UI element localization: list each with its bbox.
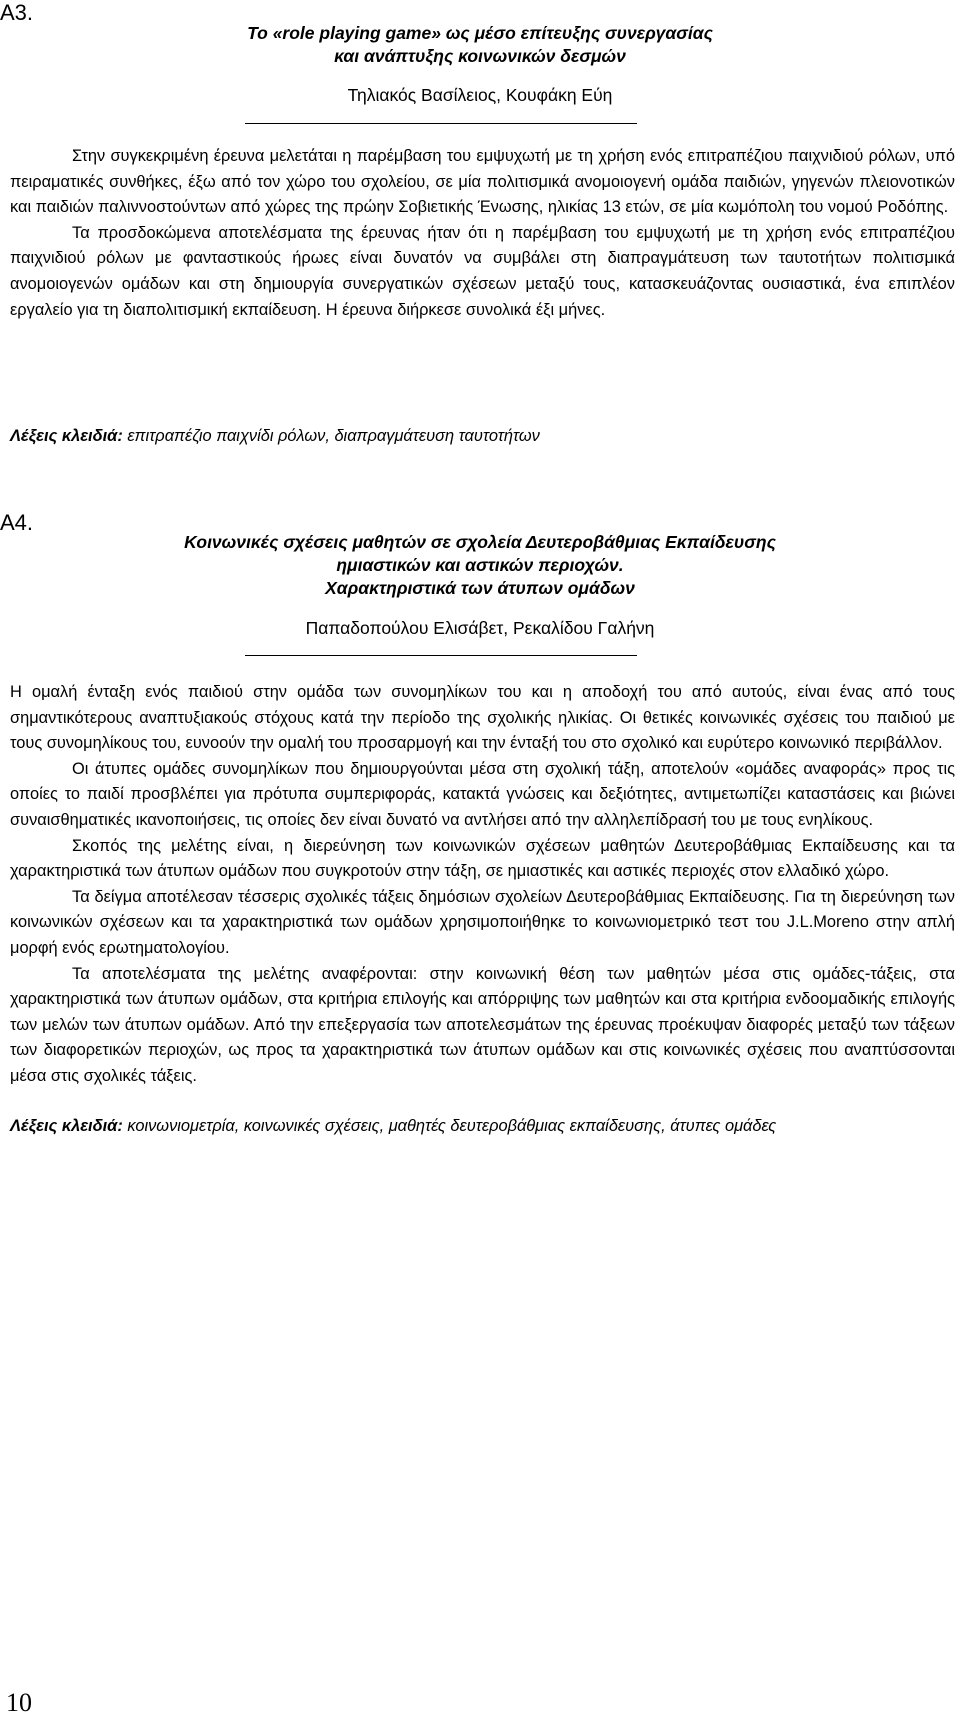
authors-a3: Τηλιακός Βασίλειος, Κουφάκη Εύη	[347, 85, 613, 105]
keywords-a4	[10, 1114, 955, 1140]
keywords-text: επιτραπέζιο παιχνίδι ρόλων, διαπραγμάτευση ταυτοτήτων	[122, 427, 540, 445]
title-line: Το «role playing game» ως μέσο επίτευξης συνεργασίας	[247, 23, 713, 43]
abstract-paragraph: Τα προσδοκώμενα αποτελέσματα της έρευνας ήταν ότι η παρέμβαση του εμψυχωτή με τη χρήση ενός επιτραπέζιου παιχνιδιού ρόλων με φανταστικούς ήρωες είναι δυνατόν να συμβάλει στη διαπραγμάτευση των ταυτοτήτων πολιτισμικά ανομοιογενών ομάδων και στη δημιουργία συνεργατικών σχέσεων μεταξύ τους, κατασκευάζοντας ουσιαστικά, ένα επιπλέον εργαλείο για τη διαπολιτισμική εκπαίδευση. Η έρευνα διήρκεσε συνολικά έξι μήνες.	[10, 223, 955, 319]
page-number: 10	[6, 1688, 32, 1717]
abstract-a3	[10, 144, 955, 323]
abstract-paragraph: Η ομαλή ένταξη ενός παιδιού στην ομάδα των συνομηλίκων του και η αποδοχή του από αυτούς, είναι ένας από τους σημαντικότερους αναπτυξιακούς στόχους κατά την περίοδο της σχολικής ηλικίας. Οι θετικές κοινωνικές σχέσεις του παιδιού με τους συνομηλίκους του, ευνοούν την ομαλή του προσαρμογή και την ένταξή του στο σχολικό και ευρύτερο κοινωνικό περιβάλλον.	[10, 683, 955, 753]
title-line: και ανάπτυξης κοινωνικών δεσμών	[334, 46, 626, 66]
abstract-paragraph: Οι άτυπες ομάδες συνομηλίκων που δημιουργούνται μέσα στη σχολική τάξη, αποτελούν «ομάδες αναφοράς» προς τις οποίες το παιδί προσβλέπει για πρότυπα συμπεριφοράς, κατακτά γνώσεις και δεξιότητες, αντιμετωπίζει καταστάσεις και βιώνει συναισθηματικές ικανοποιήσεις, τις οποίες δεν είναι δυνατό να αντλήσει από την αλληλεπίδρασή του με τους ενηλίκους.	[10, 759, 955, 829]
abstract-paragraph: Τα αποτελέσματα της μελέτης αναφέρονται: στην κοινωνική θέση των μαθητών μέσα στις ομάδες-τάξεις, στα χαρακτηριστικά των άτυπων ομάδων, στα κριτήρια επιλογής και απόρριψης των μαθητών και στα κριτήρια ενδοομαδικής επιλογής των μελών των άτυπων ομάδων. Από την επεξεργασία των αποτελεσμάτων της έρευνας προέκυψαν διαφορές μεταξύ των τάξεων των διαφορετικών περιοχών, ως προς τα χαρακτηριστικά των άτυπων ομάδων και στις κοινωνικές σχέσεις που αναπτύσσονται μέσα στις σχολικές τάξεις.	[10, 964, 955, 1085]
title-line: Κοινωνικές σχέσεις μαθητών σε σχολεία Δευτεροβάθμιας Εκπαίδευσης	[184, 532, 776, 552]
abstract-a4	[10, 680, 955, 1090]
abstract-paragraph: Στην συγκεκριμένη έρευνα μελετάται η παρέμβαση του εμψυχωτή με τη χρήση ενός επιτραπέζιου παιχνιδιού ρόλων, υπό πειραματικές συνθήκες, έξω από τον χώρο του σχολείου, σε μία πολιτισμικά ανομοιογενή ομάδα παιδιών, γηγενών πλειονοτικών και παιδιών παλιννοστούντων από χώρες της πρώην Σοβιετικής Ένωσης, ηλικίας 13 ετών, σε μία κωμόπολη του νομού Ροδόπης.	[10, 147, 955, 217]
abstract-paragraph: Τα δείγμα αποτέλεσαν τέσσερις σχολικές τάξεις δημόσιων σχολείων Δευτεροβάθμιας Εκπαίδευσης. Για τη διερεύνηση των κοινωνικών σχέσεων και τα χαρακτηριστικά των ομάδων χρησιμοποιήθηκε το κοινωνιομετρικό τεστ του J.L.Moreno στην απλή μορφή ενός ερωτηματολογίου.	[10, 887, 955, 957]
title-line: ημιαστικών και αστικών περιοχών.	[336, 555, 624, 575]
abstract-paragraph: Σκοπός της μελέτης είναι, η διερεύνηση των κοινωνικών σχέσεων μαθητών Δευτεροβάθμιας Εκπαίδευσης και τα χαρακτηριστικά των άτυπων ομάδων που συγκροτούν στην τάξη, σε ημιαστικές και αστικές περιοχές στον ελλαδικό χώρο.	[10, 836, 955, 881]
divider-rule	[245, 123, 637, 124]
section-title-a4	[20, 531, 940, 600]
section-title-a3	[20, 22, 940, 68]
keywords-a3	[10, 424, 955, 450]
section-code-a4: A4.	[0, 510, 34, 535]
divider-rule	[245, 655, 637, 656]
title-line: Χαρακτηριστικά των άτυπων ομάδων	[325, 578, 635, 598]
section-code-a3: A3.	[0, 0, 34, 25]
keywords-label: Λέξεις κλειδιά:	[10, 427, 123, 445]
authors-a4: Παπαδοπούλου Ελισάβετ, Ρεκαλίδου Γαλήνη	[305, 618, 655, 638]
keywords-text: κοινωνιομετρία, κοινωνικές σχέσεις, μαθητές δευτεροβάθμιας εκπαίδευσης, άτυπες ομάδες	[122, 1117, 777, 1135]
keywords-label: Λέξεις κλειδιά:	[10, 1117, 123, 1135]
